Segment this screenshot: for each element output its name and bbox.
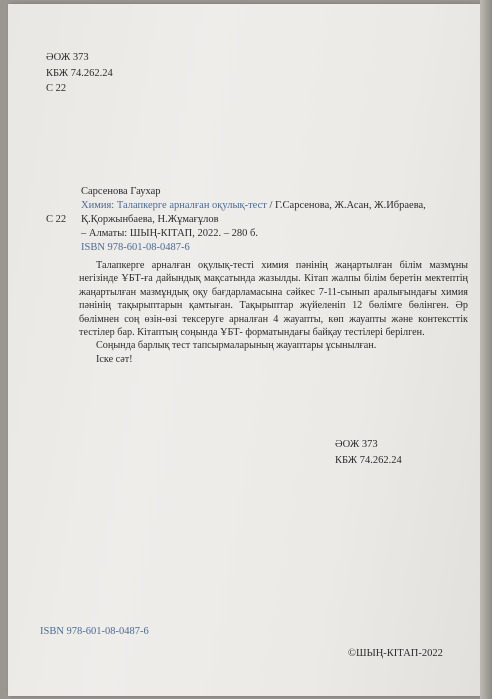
title-responsibility: / Г.Сарсенова, Ж.Асан, Ж.Ибраева, [266,200,426,211]
catalog-code-top: С 22 [46,83,67,94]
answers-note: Соңында барлық тест тапсырмаларының жауаптары ұсынылған. [96,340,377,352]
kbzh-code-top: КБЖ 74.262.24 [46,68,113,79]
annotation-paragraph: Талапкерге арналған оқулық-тесті химия пәнінің жаңартылған білім мазмұны негізінде ҰБТ-ға дайындық мақсатында жазылды. Кітап жалпы білім беретін мектептің жаңартылған мазмұндық оқу бағдарламасына сәйкес 7-11-сынып аралығындағы химия пәнінің тақырыптарын қамтыған. Тақырыптар жүйеленіп 12 бөлімге бөлінген. Әр бөлімнен соң өзін-өзі тексеруге арналған 4 жауапты, көп жауапты және контексттік тестілер бар. Кітаптың соңында ҰБТ- форматындағы байқау тестілері берілген. [79,260,468,339]
book-title: Химия: Талапкерге арналған оқулық-тест [81,200,267,211]
aoj-code-mid: ӘОЖ 373 [335,439,378,450]
authors-continued: Қ.Қоржынбаева, Н.Жұмағұлов [81,214,219,225]
kbzh-code-mid: КБЖ 74.262.24 [335,455,402,466]
copyright: ©ШЫҢ-КІТАП-2022 [348,648,443,659]
book-page [8,4,480,696]
page-edge-shadow [480,0,492,699]
aoj-code-top: ӘОЖ 373 [46,52,89,63]
title-line [81,199,426,212]
isbn-bottom: ISBN 978-601-08-0487-6 [40,626,149,637]
catalog-code-side: С 22 [46,214,67,225]
annotation-block [79,259,468,366]
publication-info: – Алматы: ШЫҢ-КІТАП, 2022. – 280 б. [81,228,258,239]
author-name: Сарсенова Гаухар [81,186,161,197]
good-luck: Іске сәт! [96,353,133,365]
isbn-top: ISBN 978-601-08-0487-6 [81,242,190,253]
